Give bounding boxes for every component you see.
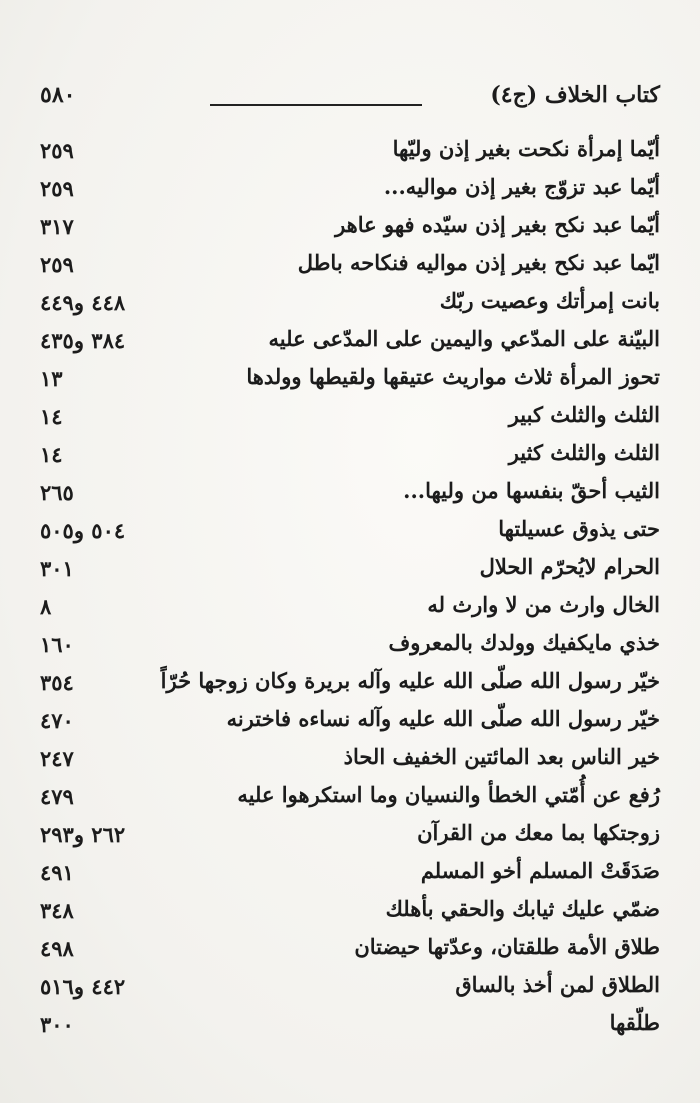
entry-text: أيّما عبد تزوّج بغير إذن مواليه... xyxy=(383,174,660,199)
index-entry xyxy=(40,930,660,968)
entry-text: خيّر رسول الله صلّى الله عليه وآله بريرة وكان زوجها حُرّاً xyxy=(160,668,660,693)
index-entry xyxy=(40,816,660,854)
entry-page-ref: ٤٩١ xyxy=(40,860,74,885)
entry-text: أيّما عبد نكح بغير إذن سيّده فهو عاهر xyxy=(335,212,660,237)
entry-text: ايّما عبد نكح بغير إذن مواليه فنكاحه باطل xyxy=(297,250,660,275)
index-entry xyxy=(40,968,660,1006)
header-rule xyxy=(210,104,422,106)
entry-page-ref: ٤٤٨ و٤٤٩ xyxy=(40,290,126,315)
entry-page-ref: ٤٩٨ xyxy=(40,936,74,961)
entry-text: رُفع عن أُمّتي الخطأ والنسيان وما استكرهوا عليه xyxy=(237,782,660,807)
entry-page-ref: ٢٦٥ xyxy=(40,480,74,505)
entry-page-ref: ٢٤٧ xyxy=(40,746,74,771)
entry-page-ref: ١٤ xyxy=(40,442,63,467)
entry-page-ref: ١٦٠ xyxy=(40,632,74,657)
index-entry xyxy=(40,664,660,702)
index-entry xyxy=(40,778,660,816)
index-list xyxy=(40,132,660,1044)
entry-page-ref: ٣٠٠ xyxy=(40,1012,74,1037)
index-entry xyxy=(40,588,660,626)
entry-text: خير الناس بعد المائتين الخفيف الحاذ xyxy=(343,744,660,769)
entry-text: البيّنة على المدّعي واليمين على المدّعى عليه xyxy=(268,326,660,351)
page-header xyxy=(40,82,660,122)
entry-text: ضمّي عليك ثيابك والحقي بأهلك xyxy=(385,896,660,921)
entry-page-ref: ١٣ xyxy=(40,366,63,391)
entry-page-ref: ٥٠٤ و٥٠٥ xyxy=(40,518,126,543)
entry-text: زوجتكها بما معك من القرآن xyxy=(417,820,660,845)
index-entry xyxy=(40,740,660,778)
entry-text: خيّر رسول الله صلّى الله عليه وآله نساءه فاخترنه xyxy=(226,706,660,731)
entry-text: الطلاق لمن أخذ بالساق xyxy=(455,972,660,997)
entry-text: الثلث والثلث كبير xyxy=(508,402,660,427)
index-entry xyxy=(40,892,660,930)
entry-page-ref: ٣٨٤ و٤٣٥ xyxy=(40,328,126,353)
entry-page-ref: ٨ xyxy=(40,594,52,619)
index-entry xyxy=(40,322,660,360)
entry-text: صَدَقَتْ المسلم أخو المسلم xyxy=(420,858,660,883)
entry-text: طلاق الأمة طلقتان، وعدّتها حيضتان xyxy=(354,934,660,959)
entry-text: الحرام لايُحرّم الحلال xyxy=(479,554,660,579)
entry-text: الثلث والثلث كثير xyxy=(508,440,660,465)
entry-page-ref: ٢٥٩ xyxy=(40,138,74,163)
entry-text: أيّما إمرأة نكحت بغير إذن وليّها xyxy=(392,136,660,161)
index-entry xyxy=(40,512,660,550)
index-entry xyxy=(40,1006,660,1044)
index-entry xyxy=(40,436,660,474)
entry-page-ref: ٤٤٢ و٥١٦ xyxy=(40,974,126,999)
entry-page-ref: ١٤ xyxy=(40,404,63,429)
index-entry xyxy=(40,284,660,322)
index-entry xyxy=(40,170,660,208)
entry-page-ref: ٣٤٨ xyxy=(40,898,74,923)
entry-text: تحوز المرأة ثلاث مواريث عتيقها ولقيطها وولدها xyxy=(246,364,660,389)
entry-page-ref: ٣٥٤ xyxy=(40,670,74,695)
index-entry xyxy=(40,550,660,588)
entry-page-ref: ٣١٧ xyxy=(40,214,74,239)
index-entry xyxy=(40,246,660,284)
index-entry xyxy=(40,208,660,246)
page-number: ٥٨٠ xyxy=(40,82,76,108)
entry-text: الثيب أحقّ بنفسها من وليها... xyxy=(403,478,660,503)
index-entry xyxy=(40,360,660,398)
index-entry xyxy=(40,702,660,740)
entry-page-ref: ٢٥٩ xyxy=(40,176,74,201)
entry-page-ref: ٤٧٠ xyxy=(40,708,74,733)
entry-page-ref: ٢٦٢ و٢٩٣ xyxy=(40,822,126,847)
entry-text: بانت إمرأتك وعصيت ربّك xyxy=(439,288,660,313)
index-entry xyxy=(40,854,660,892)
entry-text: خذي مايكفيك وولدك بالمعروف xyxy=(388,630,660,655)
entry-text: الخال وارث من لا وارث له xyxy=(427,592,660,617)
entry-page-ref: ٤٧٩ xyxy=(40,784,74,809)
index-entry xyxy=(40,474,660,512)
index-entry xyxy=(40,626,660,664)
book-title: كتاب الخلاف (ج٤) xyxy=(490,82,660,108)
entry-text: حتى يذوق عسيلتها xyxy=(498,516,660,541)
entry-text: طلّقها xyxy=(609,1010,660,1035)
index-entry xyxy=(40,132,660,170)
index-entry xyxy=(40,398,660,436)
entry-page-ref: ٢٥٩ xyxy=(40,252,74,277)
entry-page-ref: ٣٠١ xyxy=(40,556,74,581)
